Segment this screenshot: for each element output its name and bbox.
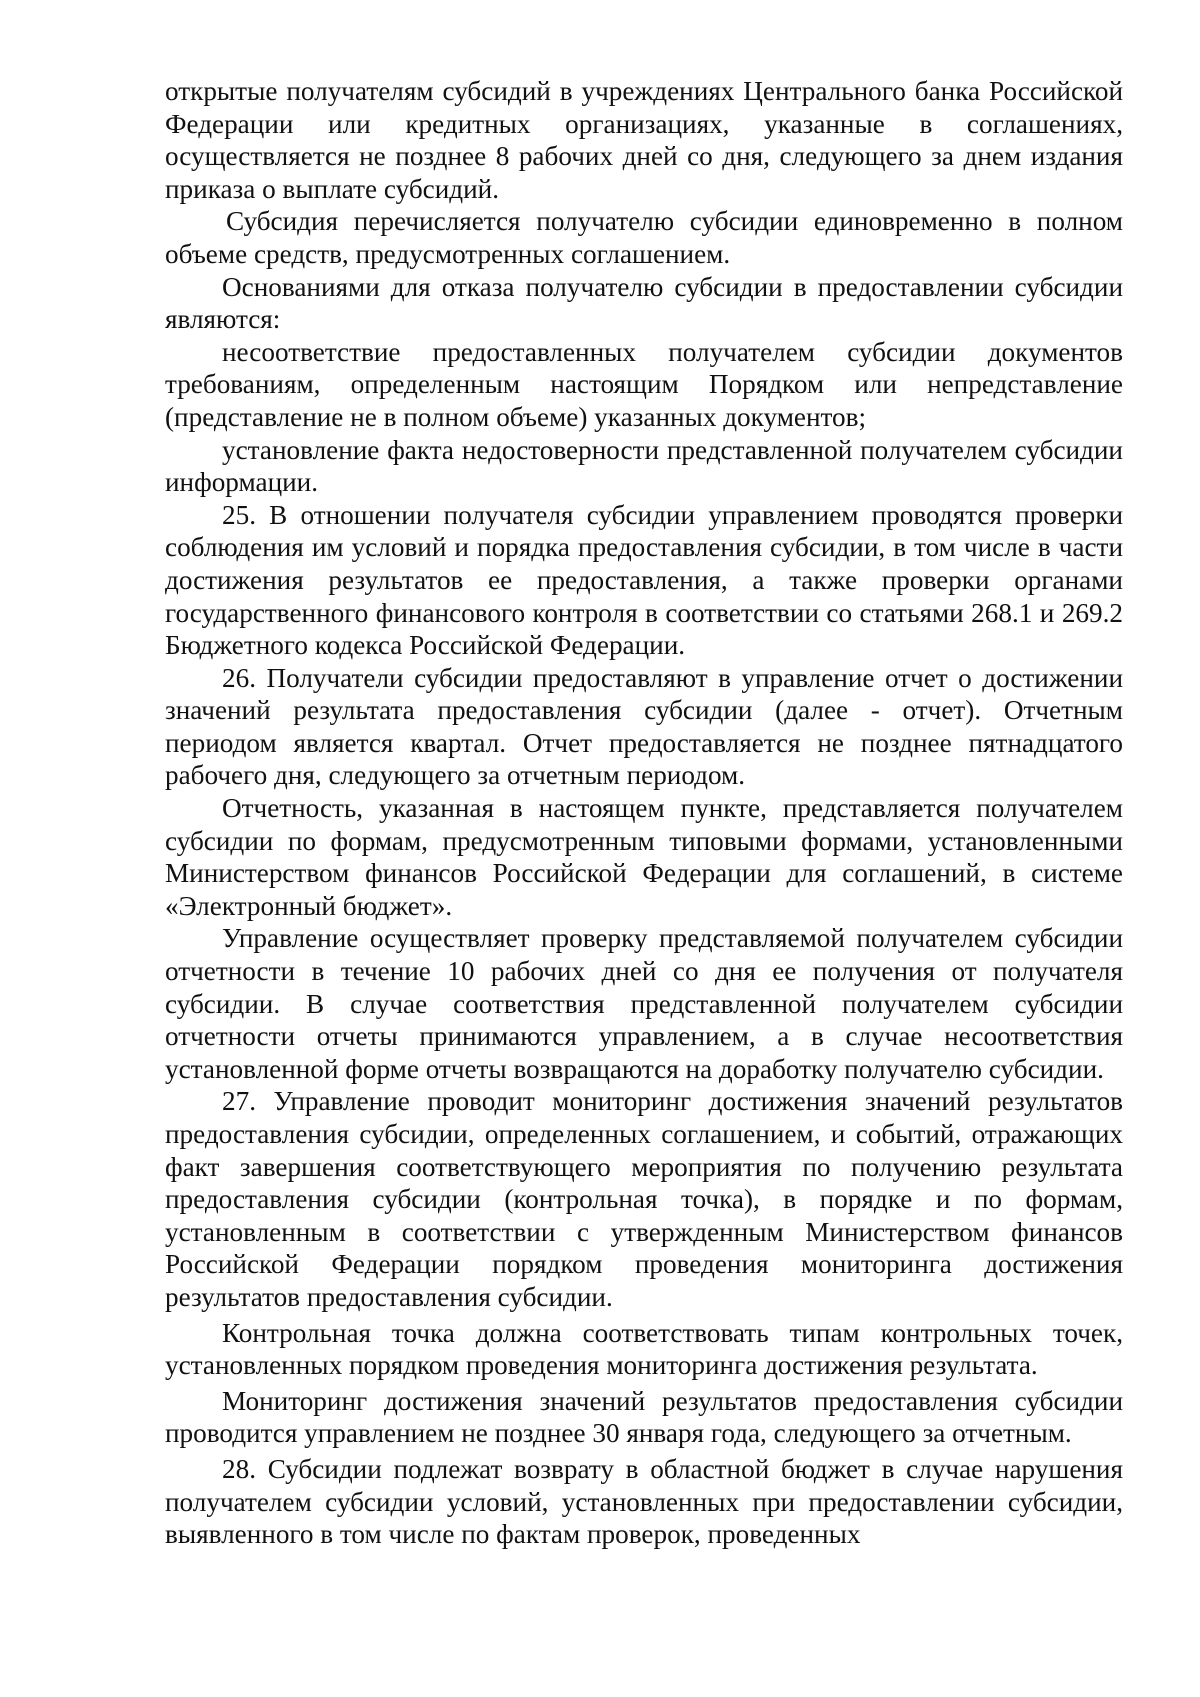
paragraph-one-time-subsidy: Субсидия перечисляется получателю субсидии единовременно в полном объеме средств, предусмотренных соглашением. xyxy=(165,206,1123,269)
document-page xyxy=(165,75,1123,1551)
paragraph-clause-26: 26. Получатели субсидии предоставляют в управление отчет о достижении значений результата предоставления субсидии (далее - отчет). Отчетным периодом является квартал. Отчет предоставляется не позднее пятнадцатого рабочего дня, следующего за отчетным периодом. xyxy=(165,662,1123,791)
paragraph-payment-transfer: открытые получателям субсидий в учреждениях Центрального банка Российской Федерации или кредитных организациях, указанные в соглашениях, осуществляется не позднее 8 рабочих дней со дня, следующего за днем издания приказа о выплате субсидий. xyxy=(165,76,1123,204)
paragraph-report-review: Управление осуществляет проверку представляемой получателем субсидии отчетности в течение 10 рабочих дней со дня ее получения от получателя субсидии. В случае соответствия представленной получателем субсидии отчетности отчеты принимаются управлением, а в случае несоответствия установленной форме отчеты возвращаются на доработку получателю субсидии. xyxy=(165,923,1123,1084)
paragraph-control-point: Контрольная точка должна соответствовать типам контрольных точек, установленных порядком проведения мониторинга достижения результата. xyxy=(165,1317,1123,1381)
paragraph-documents-noncompliance: несоответствие предоставленных получателем субсидии документов требованиям, определенным настоящим Порядком или непредставление (представление не в полном объеме) указанных документов; xyxy=(165,336,1123,432)
paragraph-refusal-grounds: Основаниями для отказа получателю субсидии в предоставлении субсидии являются: xyxy=(165,271,1123,335)
paragraph-monitoring-deadline: Мониторинг достижения значений результатов предоставления субсидии проводится управлением не позднее 30 января года, следующего за отчетным. xyxy=(165,1385,1123,1449)
paragraph-clause-28: 28. Субсидии подлежат возврату в областной бюджет в случае нарушения получателем субсидии условий, установленных при предоставлении субсидии, выявленного в том числе по фактам проверок, проведенных xyxy=(165,1453,1123,1550)
paragraph-false-information: установление факта недостоверности представленной получателем субсидии информации. xyxy=(165,434,1123,498)
paragraph-clause-25: 25. В отношении получателя субсидии управлением проводятся проверки соблюдения им условий и порядка предоставления субсидии, в том числе в части достижения результатов ее предоставления, а также проверки органами государственного финансового контроля в соответствии со статьями 268.1 и 269.2 Бюджетного кодекса Российской Федерации. xyxy=(165,499,1123,661)
paragraph-clause-27: 27. Управление проводит мониторинг достижения значений результатов предоставления субсидии, определенных соглашением, и событий, отражающих факт завершения соответствующего мероприятия по получению результата предоставления субсидии (контрольная точка), в порядке и по формам, установленным в соответствии с утвержденным Министерством финансов Российской Федерации порядком проведения мониторинга достижения результатов предоставления субсидии. xyxy=(165,1086,1123,1312)
paragraph-reporting-forms: Отчетность, указанная в настоящем пункте, представляется получателем субсидии по формам, предусмотренным типовыми формами, установленными Министерством финансов Российской Федерации для соглашений, в системе «Электронный бюджет». xyxy=(165,793,1123,921)
